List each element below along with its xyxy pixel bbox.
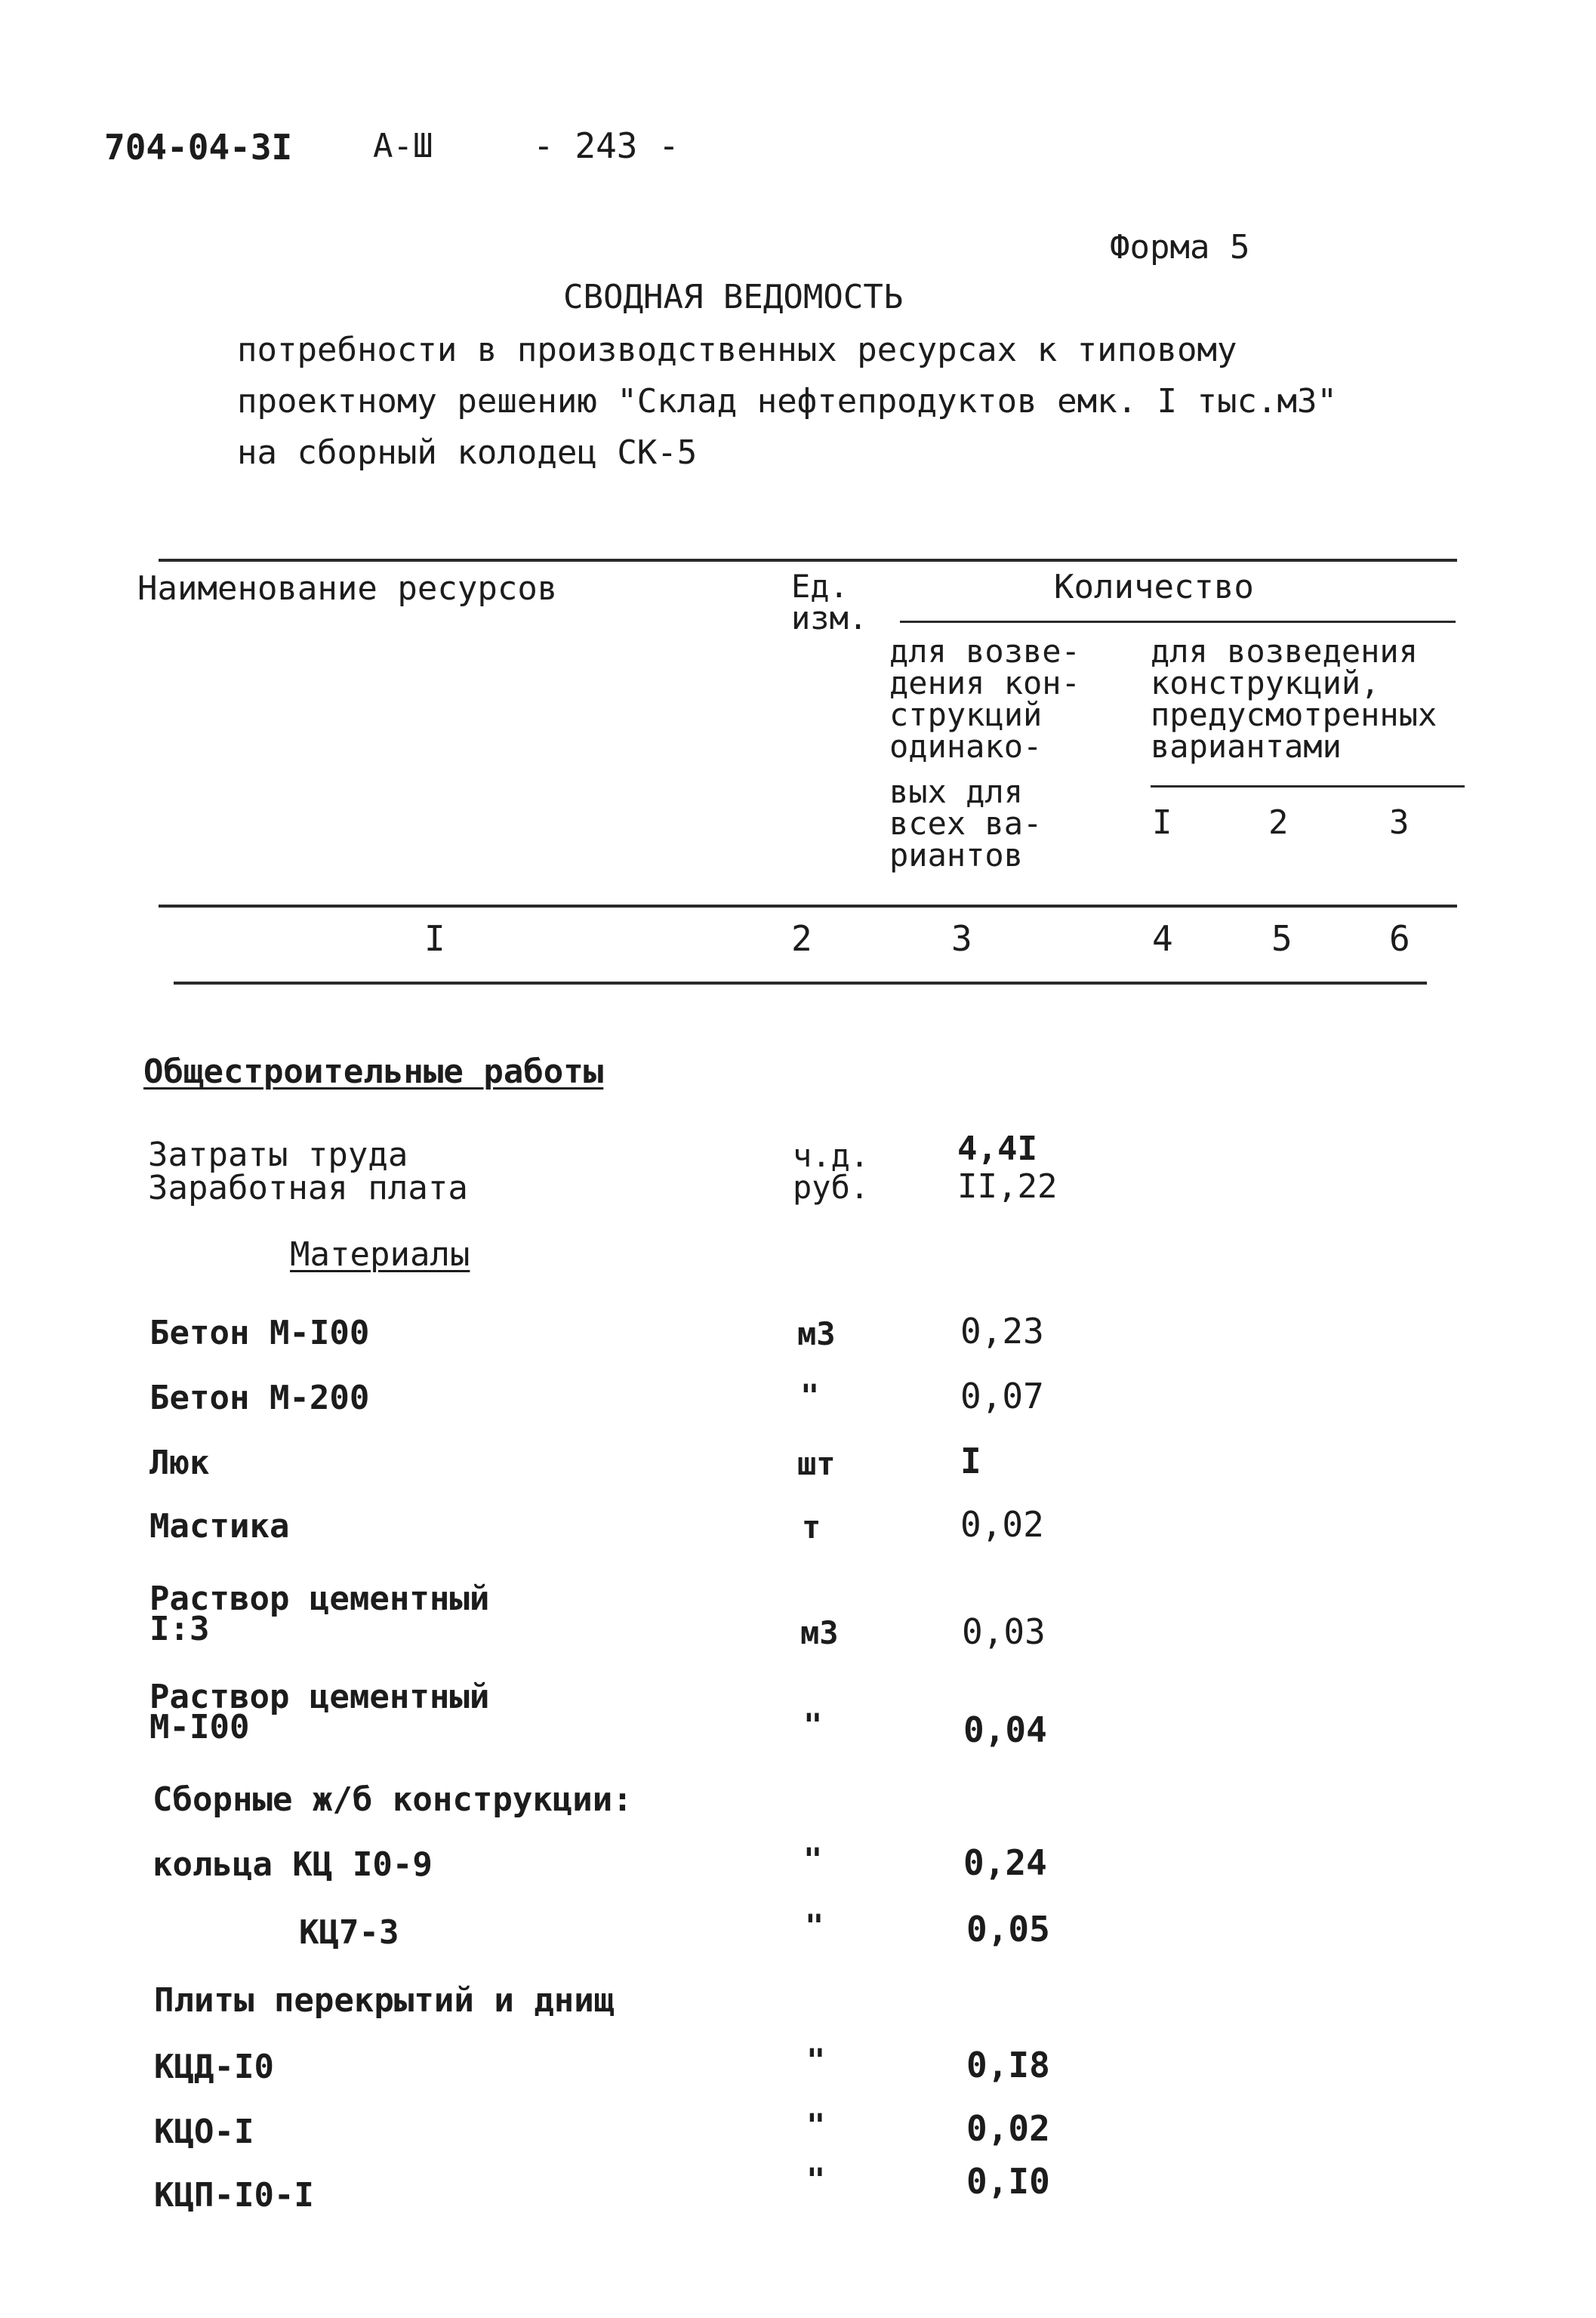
variant-number-1: I — [1152, 803, 1172, 842]
wage-label: Заработная плата — [148, 1169, 468, 1207]
header-unit-line-2: изм. — [791, 600, 868, 637]
labor-value: 4,4I — [957, 1130, 1037, 1168]
ring-name: кольца КЦ I0-9 — [153, 1845, 433, 1884]
album-code: А-Ш — [373, 127, 433, 165]
material-unit: т — [802, 1509, 821, 1546]
material-value: 0,23 — [960, 1311, 1044, 1352]
slab-unit: " — [806, 2042, 826, 2079]
document-code: 704-04-3I — [104, 127, 293, 168]
column-numbers-rule — [174, 982, 1427, 985]
material-name-line-2: М-I00 — [149, 1708, 250, 1746]
slab-value: 0,I0 — [966, 2161, 1050, 2202]
slab-value: 0,I8 — [966, 2045, 1050, 2085]
precast-title: Сборные ж/б конструкции: — [153, 1780, 633, 1819]
material-value: 0,03 — [962, 1611, 1046, 1652]
labor-unit: ч.д. — [793, 1137, 870, 1174]
header-unit-line-1: Ед. — [791, 568, 849, 605]
column-number-1: I — [424, 918, 445, 959]
material-value: 0,07 — [960, 1376, 1044, 1416]
quantity-rule — [900, 621, 1456, 623]
subtitle-line-1: потребности в производственных ресурсах к типовому — [237, 331, 1237, 369]
header-variants-4: вариантами — [1151, 728, 1342, 765]
column-number-2: 2 — [791, 918, 812, 959]
material-name: Бетон М-200 — [149, 1379, 370, 1417]
variants-rule — [1151, 785, 1465, 788]
column-number-6: 6 — [1389, 918, 1410, 959]
slab-unit: " — [806, 2107, 826, 2144]
ring-unit: " — [805, 1907, 824, 1944]
material-name: Бетон М-I00 — [149, 1314, 370, 1352]
document-title: СВОДНАЯ ВЕДОМОСТЬ — [563, 278, 904, 316]
wage-value: II,22 — [957, 1167, 1058, 1206]
header-variants-3: предусмотренных — [1151, 696, 1437, 733]
material-unit: " — [800, 1377, 820, 1414]
variant-number-2: 2 — [1268, 803, 1289, 842]
form-label: Форма 5 — [1110, 228, 1250, 267]
ring-name: КЦ7-3 — [299, 1913, 399, 1952]
slabs-title: Плиты перекрытий и днищ — [154, 1981, 615, 2020]
ring-value: 0,05 — [966, 1909, 1050, 1950]
page-number: - 243 - — [533, 125, 679, 166]
material-unit: " — [803, 1706, 823, 1743]
material-name: Люк — [149, 1444, 210, 1482]
column-number-5: 5 — [1271, 918, 1293, 959]
header-variants-2: конструкций, — [1151, 664, 1380, 701]
header-common-6: всех ва- — [889, 805, 1043, 842]
slab-unit: " — [806, 2161, 826, 2198]
header-variants-1: для возведения — [1151, 633, 1419, 670]
slab-name: КЦП-I0-I — [154, 2176, 314, 2215]
labor-label: Затраты труда — [148, 1136, 408, 1174]
header-common-5: вых для — [889, 773, 1024, 810]
subtitle-line-2: проектному решению "Склад нефтепродуктов емк. I тыс.м3" — [237, 382, 1337, 421]
material-value: I — [960, 1441, 981, 1481]
section-title: Общестроительные работы — [143, 1053, 604, 1091]
material-name: Раствор цементный — [149, 1678, 490, 1716]
slab-name: КЦО-I — [154, 2113, 254, 2151]
header-bottom-rule — [159, 905, 1457, 908]
header-common-7: риантов — [889, 837, 1024, 874]
material-name: Мастика — [149, 1507, 290, 1546]
slab-name: КЦД-I0 — [154, 2048, 274, 2086]
materials-title: Материалы — [290, 1235, 470, 1274]
header-common-2: дения кон- — [889, 664, 1080, 701]
subtitle-line-3: на сборный колодец СК-5 — [237, 433, 698, 472]
header-common-3: струкций — [889, 696, 1043, 733]
material-value: 0,02 — [960, 1504, 1044, 1545]
table-top-rule — [159, 559, 1457, 562]
header-quantity: Количество — [1054, 568, 1254, 606]
column-number-4: 4 — [1152, 918, 1173, 959]
slab-value: 0,02 — [966, 2108, 1050, 2149]
material-name-line-2: I:3 — [149, 1610, 210, 1648]
header-common-4: одинако- — [889, 728, 1043, 765]
material-unit: м3 — [800, 1614, 839, 1651]
ring-unit: " — [803, 1841, 823, 1878]
material-name: Раствор цементный — [149, 1580, 490, 1618]
ring-value: 0,24 — [963, 1842, 1047, 1883]
header-common-1: для возве- — [889, 633, 1080, 670]
header-resource-name: Наименование ресурсов — [137, 569, 558, 608]
wage-unit: руб. — [793, 1169, 870, 1206]
variant-number-3: 3 — [1389, 803, 1410, 842]
column-number-3: 3 — [951, 918, 972, 959]
material-value: 0,04 — [963, 1709, 1047, 1750]
material-unit: шт — [797, 1445, 836, 1482]
material-unit: м3 — [797, 1315, 836, 1352]
